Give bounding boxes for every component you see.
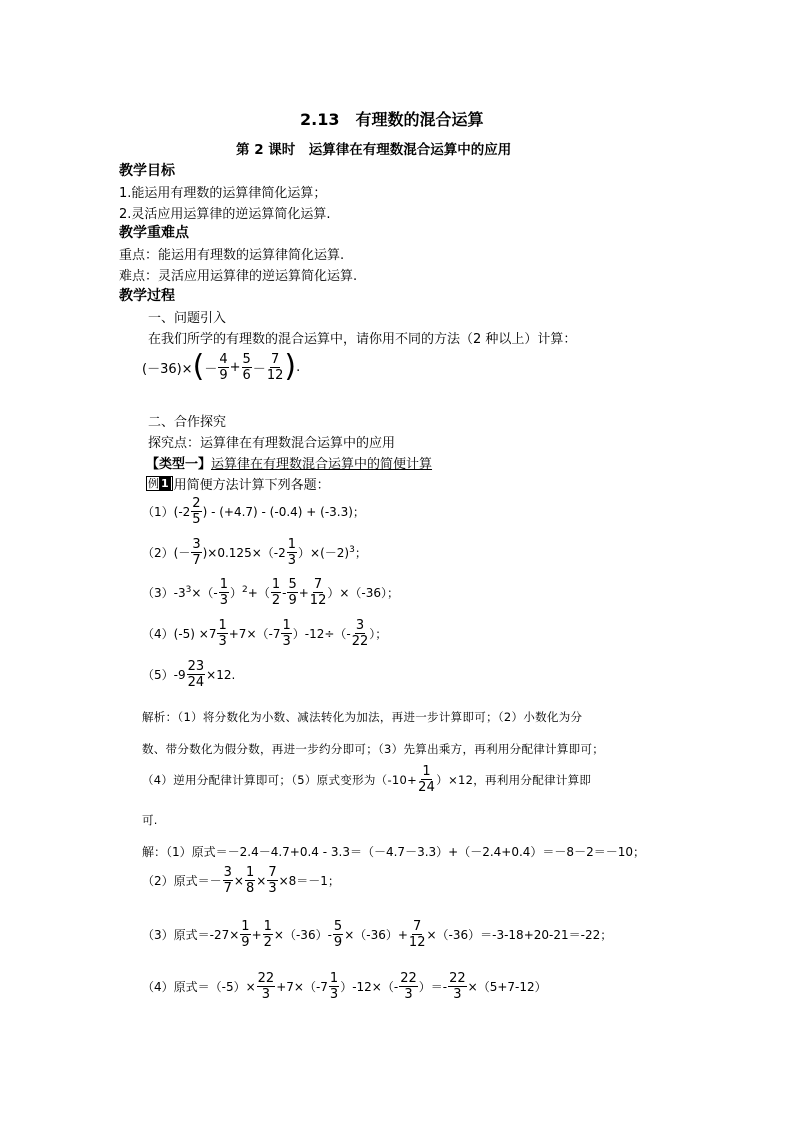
goals-heading: 教学目标 (119, 163, 175, 179)
problem-2: （2）(－ $\frac{3}{7}$ )×0.125×（-2 $\frac{1}{3}$ ）$\times(-2)^3$； (142, 537, 367, 568)
type-bracket: 【类型一】 (146, 457, 212, 472)
explore-point: 探究点：运算律在有理数混合运算中的应用 (148, 436, 396, 451)
analysis-line-3: （4）逆用分配律计算即可；（5）原式变形为（-10+ $\frac{1}{24}$ ）×12，再利用分配律计算即 (142, 764, 592, 795)
intro-text: 在我们所学的有理数的混合运算中，请你用不同的方法（2 种以上）计算： (148, 332, 577, 347)
problem-4: （4）(-5) ×7 $\frac{1}{3}$ +7×（-7 $\frac{1}{3}$ ）-12÷（- $\frac{3}{22}$ ）； (142, 618, 388, 649)
solution-line-3: （3）原式＝-27× $\frac{1}{9}$ + $\frac{1}{2}$ ×（-36）- $\frac{5}{9}$ ×（-36）+ $\frac{7}{12}$ ×（-36）＝-3-18+20-21＝-22； (142, 919, 613, 950)
page-subtitle: 第 2 课时 运算律在有理数混合运算中的应用 (236, 142, 512, 158)
solution-line-1: 解：（1）原式＝－2.4－4.7+0.4 - 3.3＝（－4.7－3.3）+（－2.4+0.4）＝－8－2＝－10； (142, 845, 645, 859)
analysis-line-1: 解析：（1）将分数化为小数、减法转化为加法，再进一步计算即可；（2）小数化为分 (142, 710, 583, 724)
analysis-line-4: 可. (142, 813, 158, 827)
process-heading: 教学过程 (119, 288, 175, 304)
intro-expression: (－36)× ( － $\frac{4}{9}$ + $\frac{5}{6}$ － $\frac{7}{12}$ ) . (142, 349, 301, 384)
problem-5: （5）-9 $\frac{23}{24}$ ×12. (142, 659, 236, 690)
difficult-point: 难点：灵活应用运算律的逆运算简化运算. (119, 269, 358, 284)
section-1-heading: 一、问题引入 (148, 311, 227, 326)
solution-line-4: （4）原式＝（-5）× $\frac{22}{3}$ +7×（-7 $\frac{1}{3}$ ）-12×（- $\frac{22}{3}$ ）＝- $\frac{22}{3}$ ×（5+7-12） (142, 971, 547, 1002)
section-2-heading: 二、合作探究 (148, 415, 227, 430)
page-title: 2.13 有理数的混合运算 (300, 110, 484, 129)
problem-3: $(3)-3^3\times(-$ $\frac{1}{3}$ ）$^2$+（ $\frac{1}{2}$ - $\frac{5}{9}$ + $\frac{7}{12}$ ）×（-36）； (142, 577, 399, 608)
problem-1: （1）(-2 $\frac{2}{5}$ ) - (+4.7) - (-0.4) + (-3.3)； (142, 496, 365, 527)
keypoints-heading: 教学重难点 (119, 225, 189, 241)
goal-item-2: 2.灵活应用运算律的逆运算简化运算. (119, 207, 331, 222)
type-title: 运算律在有理数混合运算中的简便计算 (211, 457, 433, 472)
goal-item-1: 1.能运用有理数的运算律简化运算； (119, 186, 327, 201)
type-one-label (146, 453, 432, 472)
analysis-line-2: 数、带分数化为假分数，再进一步约分即可；（3）先算出乘方，再利用分配律计算即可； (142, 742, 605, 756)
important-point: 重点：能运用有理数的运算律简化运算. (119, 248, 345, 263)
example-1-line (146, 474, 330, 493)
solution-line-2: （2）原式＝－ $\frac{3}{7}$ × $\frac{1}{8}$ × $\frac{7}{3}$ ×8＝－1； (142, 865, 340, 896)
example-text: 用简便方法计算下列各题： (173, 478, 330, 493)
example-badge: 例 1 (146, 476, 173, 491)
